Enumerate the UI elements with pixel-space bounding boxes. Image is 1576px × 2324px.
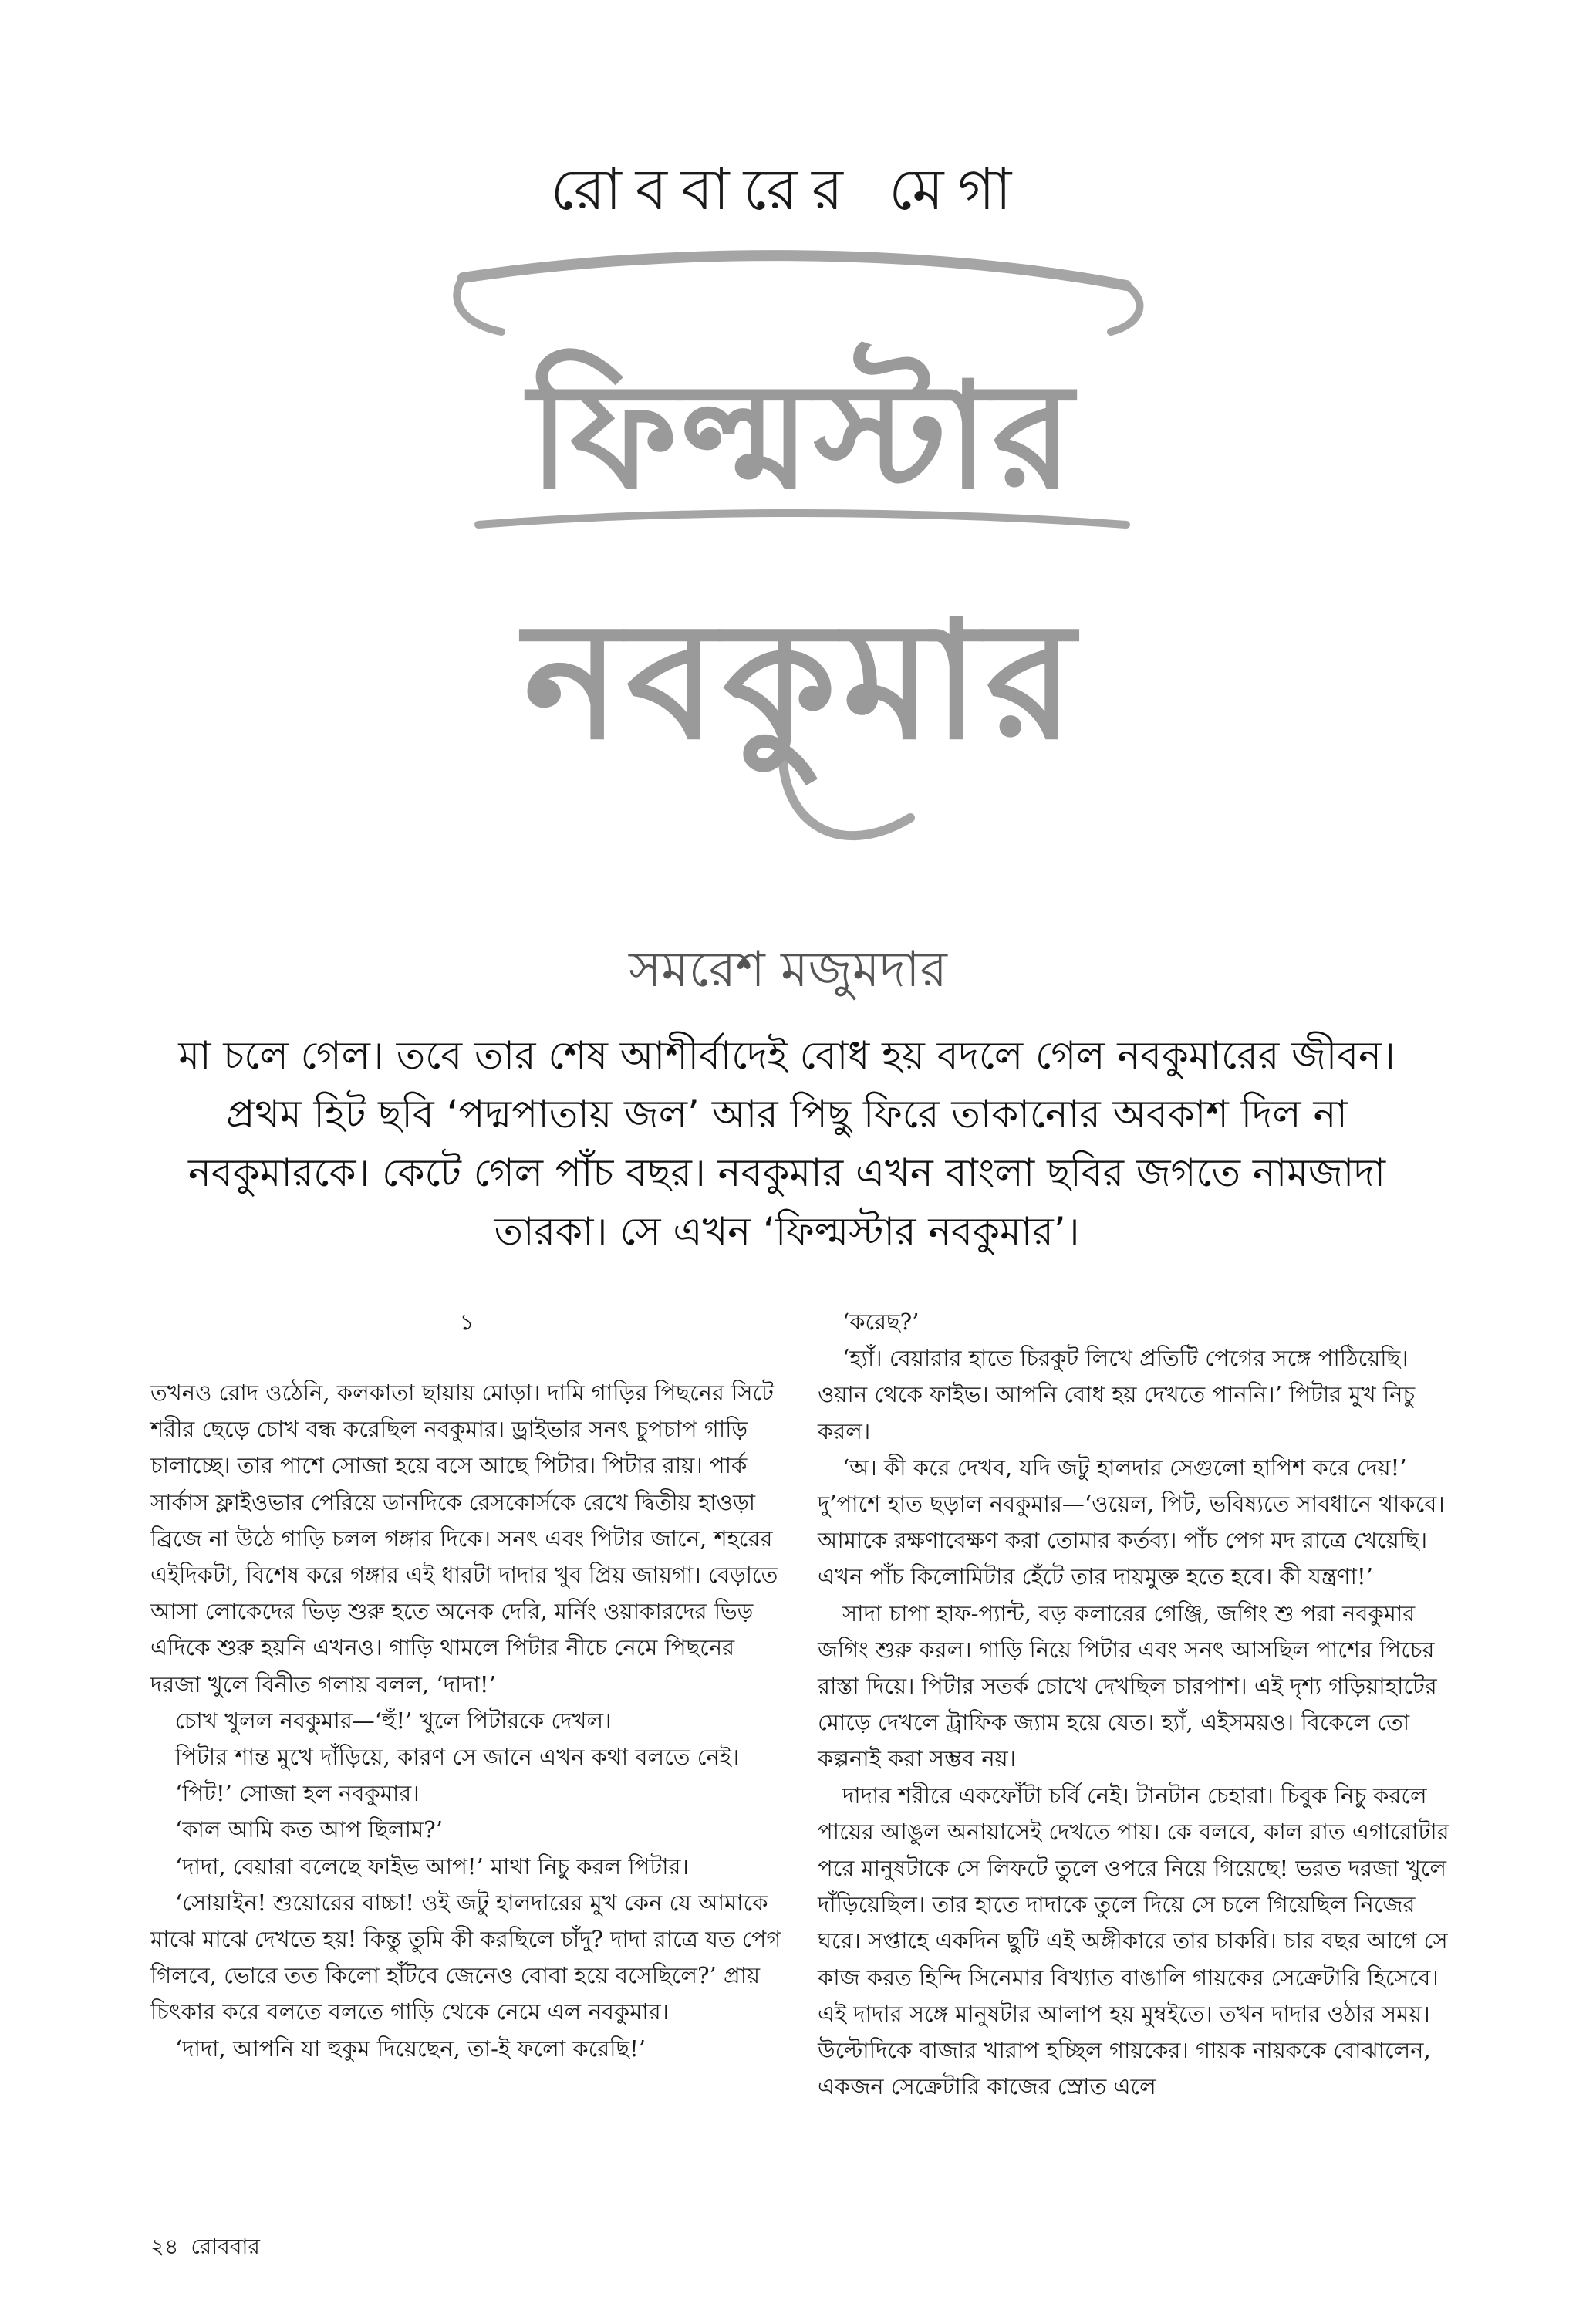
paragraph: ‘অ। কী করে দেখব, যদি জটু হালদার সেগুলো হাপিশ করে দেয়!’ দু’পাশে হাত ছড়াল নবকুমার—‘ওয়েল, পিট, ভবিষ্যতে সাবধানে থাকবে। আমাকে রক্ষণাবেক্ষণ করা তোমার কর্তব্য। পাঁচ পেগ মদ রাত্রে খেয়েছি। এখন পাঁচ কিলোমিটার হেঁটে তার দায়মুক্ত হতে হবে। কী যন্ত্রণা!’ xyxy=(818,1454,1445,1590)
left-column xyxy=(150,1304,783,2067)
paragraph: চোখ খুলল নবকুমার—‘হুঁ!’ খুলে পিটারকে দেখল। xyxy=(175,1707,612,1734)
page-footer xyxy=(150,2230,272,2266)
right-column xyxy=(818,1304,1450,2105)
paragraph: সাদা চাপা হাফ-প্যান্ট, বড় কলারের গেঞ্জি, জগিং শু পরা নবকুমার জগিং শুরু করল। গাড়ি নিয়ে পিটার এবং সনৎ আসছিল পাশের পিচের রাস্তা দিয়ে। পিটার সতর্ক চোখে দেখছিল চারপাশ। এই দৃশ্য গড়িয়াহাটের মোড়ে দেখলে ট্রাফিক জ্যাম হয়ে যেত। হ্যাঁ, এইসময়ও। বিকেলে তো কল্পনাই করা সম্ভব নয়। xyxy=(818,1599,1437,1772)
standfirst: মা চলে গেল। তবে তার শেষ আশীর্বাদেই বোধ হয় বদলে গেল নবকুমারের জীবন। প্রথম হিট ছবি ‘পদ্মপাতায় জল’ আর পিছু ফিরে তাকানোর অবকাশ দিল না নবকুমারকে। কেটে গেল পাঁচ বছর। নবকুমার এখন বাংলা ছবির জগতে নামজাদা তারকা। সে এখন ‘ফিল্মস্টার নবকুমার’। xyxy=(178,1033,1395,1254)
paragraph: পিটার শান্ত মুখে দাঁড়িয়ে, কারণ সে জানে এখন কথা বলতে নেই। xyxy=(175,1744,740,1771)
paragraph: ‘সোয়াইন! শুয়োরের বাচ্চা! ওই জটু হালদারের মুখ কেন যে আমাকে মাঝে মাঝে দেখতে হয়! কিন্তু তুমি কী করছিলে চাঁদু? দাদা রাত্রে যত পেগ গিলবে, ভোরে তত কিলো হাঁটবে জেনেও বোবা হয়ে বসেছিলে?’ প্রায় চিৎকার করে বলতে বলতে গাড়ি থেকে নেমে এল নবকুমার। xyxy=(150,1889,781,2025)
paragraph: ‘দাদা, আপনি যা হুকুম দিয়েছেন, তা-ই ফলো করেছি!’ xyxy=(175,2035,646,2062)
section-kicker: রোববারের মেগা xyxy=(550,157,1026,223)
title-artwork xyxy=(432,231,1173,910)
paragraph: ‘পিট!’ সোজা হল নবকুমার। xyxy=(175,1780,420,1807)
author-byline: সমরেশ মজুমদার xyxy=(629,941,947,998)
title-line-2: নবকুমার xyxy=(523,586,1082,775)
paragraph: ‘দাদা, বেয়ারা বলেছে ফাইভ আপ!’ মাথা নিচু করল পিটার। xyxy=(175,1853,689,1880)
paragraph: দাদার শরীরে একফোঁটা চর্বি নেই। টানটান চেহারা। চিবুক নিচু করলে পায়ের আঙুল অনায়াসেই দেখতে পায়। কে বলবে, কাল রাত এগারোটার পরে মানুষটাকে সে লিফটে তুলে ওপরে নিয়ে গিয়েছে! ভরত দরজা খুলে দাঁড়িয়েছিল। তার হাতে দাদাকে তুলে দিয়ে সে চলে গিয়েছিল নিজের ঘরে। সপ্তাহে একদিন ছুটি এই অঙ্গীকারে তার চাকরি। চার বছর আগে সে কাজ করত হিন্দি সিনেমার বিখ্যাত বাঙালি গায়কের সেক্রেটারি হিসেবে। এই দাদার সঙ্গে মানুষটার আলাপ হয় মুম্বইতে। তখন দাদার ওঠার সময়। উল্টোদিকে বাজার খারাপ হচ্ছিল গায়কের। গায়ক নায়ককে বোঝালেন, একজন সেক্রেটারি কাজের স্রোত এলে xyxy=(818,1782,1449,2100)
paragraph: তখনও রোদ ওঠেনি, কলকাতা ছায়ায় মোড়া। দামি গাড়ির পিছনের সিটে শরীর ছেড়ে চোখ বন্ধ করেছিল নবকুমার। ড্রাইভার সনৎ চুপচাপ গাড়ি চালাচ্ছে। তার পাশে সোজা হয়ে বসে আছে পিটার। পিটার রায়। পার্ক সার্কাস ফ্লাইওভার পেরিয়ে ডানদিকে রেসকোর্সকে রেখে দ্বিতীয় হাওড়া ব্রিজে না উঠে গাড়ি চলল গঙ্গার দিকে। সনৎ এবং পিটার জানে, শহরের এইদিকটা, বিশেষ করে গঙ্গার এই ধারটা দাদার খুব প্রিয় জায়গা। বেড়াতে আসা লোকেদের ভিড় শুরু হতে অনেক দেরি, মর্নিং ওয়াকারদের ভিড় এদিকে শুরু হয়নি এখনও। গাড়ি থামলে পিটার নীচে নেমে পিছনের দরজা খুলে বিনীত গলায় বলল, ‘দাদা!’ xyxy=(150,1380,778,1697)
title-line-1: ফিল্মস্টার xyxy=(528,351,1076,522)
paragraph: ‘করেছ?’ xyxy=(842,1309,920,1335)
magazine-name: রোববার xyxy=(191,2234,260,2259)
page-number: ২৪ xyxy=(150,2234,179,2259)
paragraph: ‘হ্যাঁ। বেয়ারার হাতে চিরকুট লিখে প্রতিটি পেগের সঙ্গে পাঠিয়েছি। ওয়ান থেকে ফাইভ। আপনি বোধ হয় দেখতে পাননি।’ পিটার মুখ নিচু করল। xyxy=(818,1345,1416,1444)
chapter-number: ১ xyxy=(459,1309,474,1335)
paragraph: ‘কাল আমি কত আপ ছিলাম?’ xyxy=(175,1816,443,1843)
